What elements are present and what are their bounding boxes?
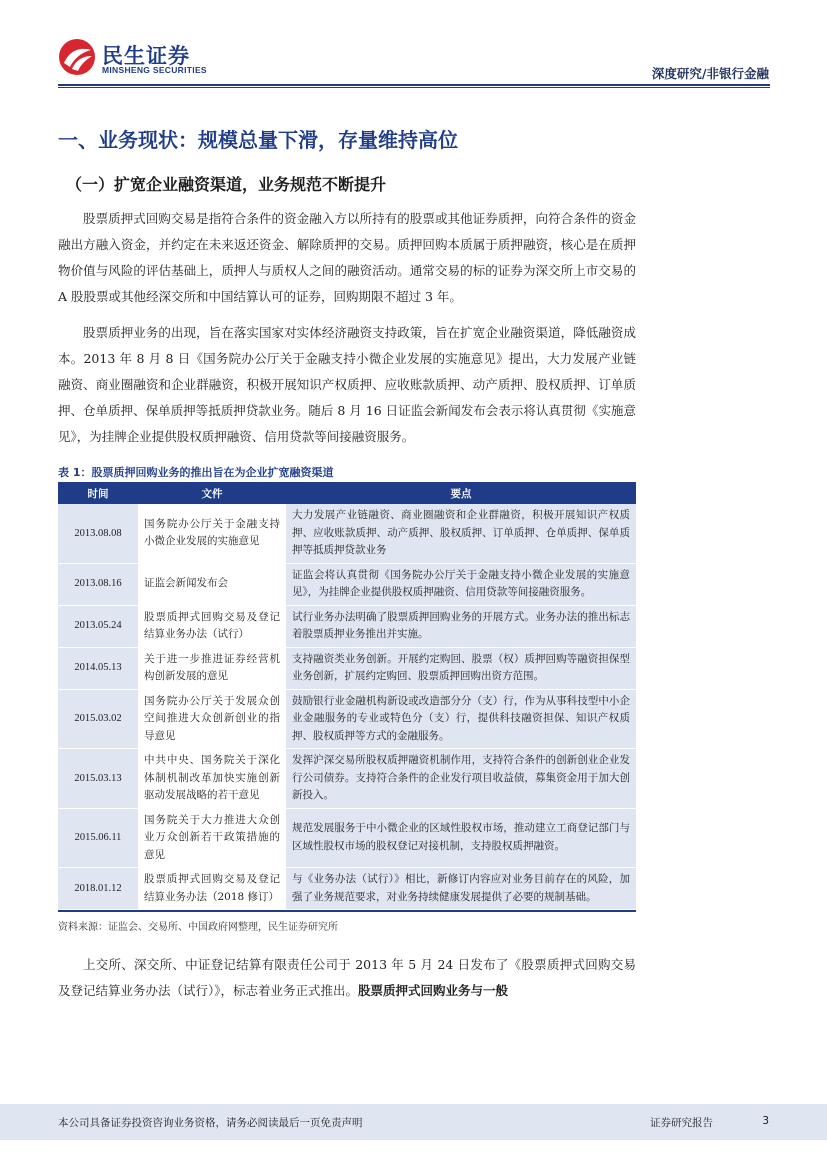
section-title: 一、业务现状：规模总量下滑，存量维持高位 — [58, 128, 458, 152]
row-date: 2015.03.13 — [58, 749, 138, 809]
header-key-points: 要点 — [286, 482, 636, 504]
paragraph-3 — [58, 952, 636, 1004]
footer-disclaimer: 本公司具备证券投资咨询业务资格，请务必阅读最后一页免责声明 — [58, 1117, 363, 1129]
row-key-points: 大力发展产业链融资、商业圈融资和企业群融资，积极开展知识产权质押、应收账款质押、动产质押、股权质押、订单质押、仓单质押、保单质押等抵质押贷款业务 — [286, 504, 636, 563]
subsection-title: （一）扩宽企业融资渠道，业务规范不断提升 — [66, 175, 387, 194]
page-number: 3 — [762, 1115, 769, 1127]
table-row — [58, 689, 636, 749]
row-key-points: 与《业务办法（试行）》相比，新修订内容应对业务目前存在的风险，加强了业务规范要求，对业务持续健康发展提供了必要的规制基础。 — [286, 868, 636, 910]
table-title: 表 1：股票质押回购业务的推出旨在为企业扩宽融资渠道 — [58, 466, 334, 479]
table-row — [58, 808, 636, 868]
table-row — [58, 504, 636, 563]
row-document: 股票质押式回购交易及登记结算业务办法（试行） — [138, 605, 286, 647]
row-document: 国务院关于大力推进大众创业万众创新若干政策措施的意见 — [138, 808, 286, 868]
row-key-points: 试行业务办法明确了股票质押回购业务的开展方式。业务办法的推出标志着股票质押业务推出并实施。 — [286, 605, 636, 647]
table-row — [58, 605, 636, 647]
row-document: 中共中央、国务院关于深化体制机制改革加快实施创新驱动发展战略的若干意见 — [138, 749, 286, 809]
row-date: 2013.05.24 — [58, 605, 138, 647]
table-header-row — [58, 482, 636, 504]
row-date: 2015.03.02 — [58, 689, 138, 749]
table-row — [58, 563, 636, 605]
header-date: 时间 — [58, 482, 138, 504]
company-logo — [58, 38, 218, 78]
row-document: 证监会新闻发布会 — [138, 563, 286, 605]
row-document: 股票质押式回购交易及登记结算业务办法（2018 修订） — [138, 868, 286, 910]
paragraph-3-bold: 股票质押式回购业务与一般 — [358, 983, 509, 998]
main-content — [58, 122, 636, 1004]
header-divider-thin — [58, 87, 770, 88]
footer-report-type: 证券研究报告 — [650, 1117, 713, 1129]
table-row — [58, 647, 636, 689]
page-footer — [0, 1104, 827, 1140]
row-document: 国务院办公厅关于金融支持小微企业发展的实施意见 — [138, 504, 286, 563]
row-key-points: 证监会将认真贯彻《国务院办公厅关于金融支持小微企业发展的实施意见》，为挂牌企业提供股权质押融资、信用贷款等间接融资服务。 — [286, 563, 636, 605]
header-document: 文件 — [138, 482, 286, 504]
page-header — [0, 0, 827, 90]
policy-table — [58, 482, 636, 910]
row-date: 2018.01.12 — [58, 868, 138, 910]
paragraph-2: 股票质押业务的出现，旨在落实国家对实体经济融资支持政策，旨在扩宽企业融资渠道，降低融资成本。2013 年 8 月 8 日《国务院办公厅关于金融支持小微企业发展的实施意见》提出，大力发展产业链融资、商业圈融资和企业群融资，积极开展知识产权质押、应收账款质押、动产质押、股权质押、订单质押、仓单质押、保单质押等抵质押贷款业务。随后 8 月 16 日证监会新闻发布会表示将认真贯彻《实施意见》，为挂牌企业提供股权质押融资、信用贷款等间接融资服务。 — [58, 325, 636, 444]
row-document: 关于进一步推进证券经营机构创新发展的意见 — [138, 647, 286, 689]
row-key-points: 支持融资类业务创新。开展约定购回、股票（权）质押回购等融资担保型业务创新，扩展约定购回、股票质押回购出资方范围。 — [286, 647, 636, 689]
row-document: 国务院办公厅关于发展众创空间推进大众创新创业的指导意见 — [138, 689, 286, 749]
row-date: 2013.08.08 — [58, 504, 138, 563]
row-date: 2015.06.11 — [58, 808, 138, 868]
row-date: 2014.05.13 — [58, 647, 138, 689]
report-category: 深度研究/非银行金融 — [651, 66, 769, 81]
paragraph-1: 股票质押式回购交易是指符合条件的资金融入方以所持有的股票或其他证券质押，向符合条件的资金融出方融入资金，并约定在未来返还资金、解除质押的交易。质押回购本质属于质押融资，核心是在质押物价值与风险的评估基础上，质押人与质权人之间的融资活动。通常交易的标的证券为深交所上市交易的 A 股股票或其他经深交所和中国结算认可的证券，回购期限不超过 3 年。 — [58, 211, 636, 304]
row-key-points: 发挥沪深交易所股权质押融资机制作用，支持符合条件的创新创业企业发行公司债券。支持符合条件的企业发行项目收益债，募集资金用于加大创新投入。 — [286, 749, 636, 809]
table-row — [58, 749, 636, 809]
row-key-points: 鼓励银行业金融机构新设或改造部分分（支）行，作为从事科技型中小企业金融服务的专业或特色分（支）行，提供科技融资担保、知识产权质押、股权质押等方式的金融服务。 — [286, 689, 636, 749]
row-key-points: 规范发展服务于中小微企业的区域性股权市场，推动建立工商登记部门与区域性股权市场的股权登记对接机制，支持股权质押融资。 — [286, 808, 636, 868]
header-divider — [58, 84, 770, 86]
logo-text-cn: 民生证券 — [102, 44, 190, 68]
table-source: 资料来源：证监会、交易所、中国政府网整理，民生证券研究所 — [58, 922, 338, 933]
paragraph-3-text: 上交所、深交所、中证登记结算有限责任公司于 2013 年 5 月 24 日发布了《股票质押式回购交易及登记结算业务办法（试行）》，标志着业务正式推出。 — [58, 957, 636, 998]
logo-text-en: MINSHENG SECURITIES — [102, 65, 207, 75]
row-date: 2013.08.16 — [58, 563, 138, 605]
table-bottom-rule — [58, 910, 636, 912]
minsheng-logo-icon — [58, 38, 96, 76]
table-row — [58, 868, 636, 910]
